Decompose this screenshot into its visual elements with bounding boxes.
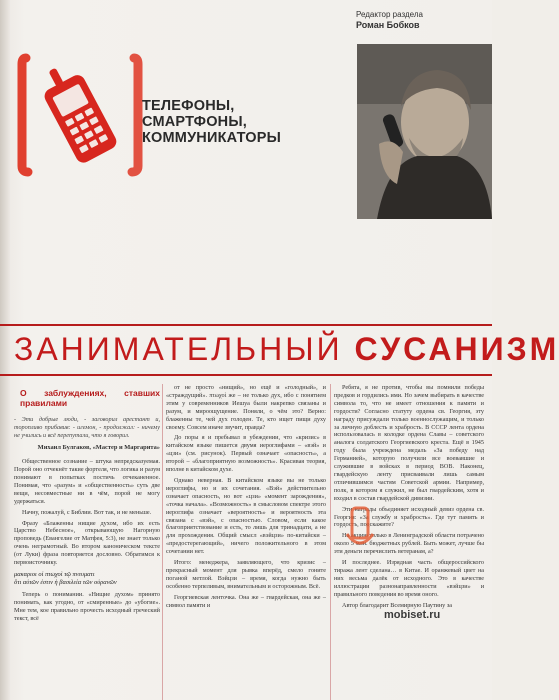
paragraph: Эти награды объединяет исходный девиз ордена св. Георгия: «За службу и храбрость». Где тут память и гордость, подскажите? <box>334 505 484 529</box>
headline-word-2: СУСАНИЗМ <box>354 331 559 367</box>
epigraph-quote: - Эти добрые люди, - заговорил арестант и, торопливо прибавив: - игемон, - продолжал: - ничему не учились и всё перепутали, что я говорил. <box>14 416 160 439</box>
paragraph: И последнее. Изрядная часть общероссийского тиража лент сделана… в Китае. И оранжевый цвет на них весьма далёк от исходного. Это в качестве иллюстрации разнонаправленности «вэйцзи» и правильного поведения во время оного. <box>334 559 484 598</box>
paragraph: Итого: менеджера, заявляющего, что кризис – прекрасный момент для рывка вперёд, смело гоните поганой метлой. Вэйцзи – время, когда нужно быть особенно терпеливым, внимательным и осторожным. Всё. <box>166 559 326 590</box>
headline-top-rule <box>0 324 492 326</box>
editor-label: Редактор раздела <box>356 10 423 19</box>
headline-bottom-rule <box>0 374 492 376</box>
article-column-1 <box>14 384 160 626</box>
editor-name: Роман Бобков <box>356 20 420 30</box>
article-column-3 <box>334 384 484 612</box>
paragraph: от не просто «нищий», но ещё и «голодный», и «страждущий». πτωχοὶ же – не только дух, ибо с понятием этим у современников Иешуа были накрепко связаны и разум, и мироощущение. Поняли, о чём это? Верно: блаженны те, чей дух голоден. Те, кто ищет пищи духу своему. Совсем иначе звучит, правда? <box>166 384 326 431</box>
paragraph: Теперь о понимании. «Нищие духом» принято понимать, как угодно, от «смиренные» до «убогие». Мне тем, кое правильно прочесть исходный греческий текст, всё <box>14 590 160 622</box>
editor-photo <box>357 44 492 219</box>
paragraph: Общественное сознание – штука непредсказуемая. Порой оно отчекнёт такие фортеля, что логика и разум понимают в попытках постичь отчеканенное. Понимая, что «разум» и «общественность» суть две вещи, несовместные ни в чём, порой не могу удержаться. <box>14 458 160 505</box>
paragraph: Автор благодарит Всемирную Паутину за <box>342 601 453 609</box>
article-subhead: О заблуждениях, ставших правилами <box>20 388 160 408</box>
paragraph: На акцию только в Ленинградской области потрачено около 5 млн. бюджетных рублей. Быть может, лучше бы эти деньги перечислить ветеранам, а? <box>334 532 484 556</box>
column-divider <box>162 384 163 700</box>
column-divider <box>330 384 331 700</box>
greek-quote <box>14 571 160 587</box>
article-column-2 <box>166 384 326 612</box>
paragraph: Георгиевская ленточка. Она же – гвардейская, она же – символ памяти и <box>166 593 326 609</box>
epigraph-author: Михаил Булгаков, «Мастер и Маргарита» <box>37 444 160 452</box>
paragraph: Начну, пожалуй, с Библии. Вот так, и не меньше. <box>22 508 152 516</box>
section-title: ТЕЛЕФОНЫ, СМАРТФОНЫ, КОММУНИКАТОРЫ <box>142 98 282 146</box>
watermark-logo-icon <box>343 506 377 552</box>
page-spine-shadow <box>0 0 10 700</box>
watermark-text: mobiset.ru <box>384 609 441 621</box>
paragraph: Ребята, я не против, чтобы вы помнили победы предков и гордились ими. Но зачем выбирать в качестве символа то, что не имеет отношения к памяти и гордости? Согласно статуту ордена св. Георгия, эту награду присуждали только военнослужащим, и только за личную доблесть и храбрость. В СССР лента ордена использовалась в колодке ордена Славы – советского аналога солдатского Георгиевского креста. Ещё в 1945 году была учреждена медаль «За победу над Германией», которую получили все воевавшие и служившие в войсках в период ВОВ. Наконец, гвардейскую ленту присваивали лишь самым отличившимся частям Советской армии. Например, полк, в котором я служил, не был гвардейским, хотя и входил в состав гвардейской дивизии. <box>334 384 484 502</box>
article-headline <box>14 330 559 368</box>
paragraph: Однако неверная. В китайском языке вы не только иероглифы, но и их сочетания. «Вэй» действительно означает опасность, но вот «цзи» «момент зарождения», «точка начала». «Возможность» в смысловом спектре этого иероглифа означает «вероятность» и вероятность эта связана с «вэй», с опасностью. Словом, если какое благоприятствование и есть, то лишь для тринадцати, а не для прохождения. Общий смысл «вэйцзи» по-китайски – «предостерегающий», ничего положительного в этом сочетании нет. <box>166 476 326 556</box>
headline-word-1: ЗАНИМАТЕЛЬНЫЙ <box>14 331 343 367</box>
section-editor-credit <box>356 10 486 30</box>
paragraph: До поры я и пребывал в убеждении, что «кризис» в китайском языке пишется двумя иероглифами – «вэй» и «цзи» (см. рисунок). Первый означает «опасность», а второй – «благоприятную возможность». Красивая теория, вполне в китайском духе. <box>166 434 326 474</box>
paragraph: Фразу «Блаженны нищие духом, ибо их есть Царство Небесное», открывающую Нагорную проповедь (Евангелие от Матфея, 5:3), не знает только очень неграмотный. Во втором каноническом тексте (от Луки) фраза повторяется дословно. Обратимся к первоисточнику. <box>14 519 160 567</box>
greek-line: μακαριοι οἱ πτωχοὶ τῷ πνευματι <box>14 570 95 578</box>
greek-line: ὅτι αὐτῶν ἐστιν ἡ βασιλεία τῶν οὐρανῶν <box>14 578 117 586</box>
mobile-phone-icon <box>20 52 140 178</box>
